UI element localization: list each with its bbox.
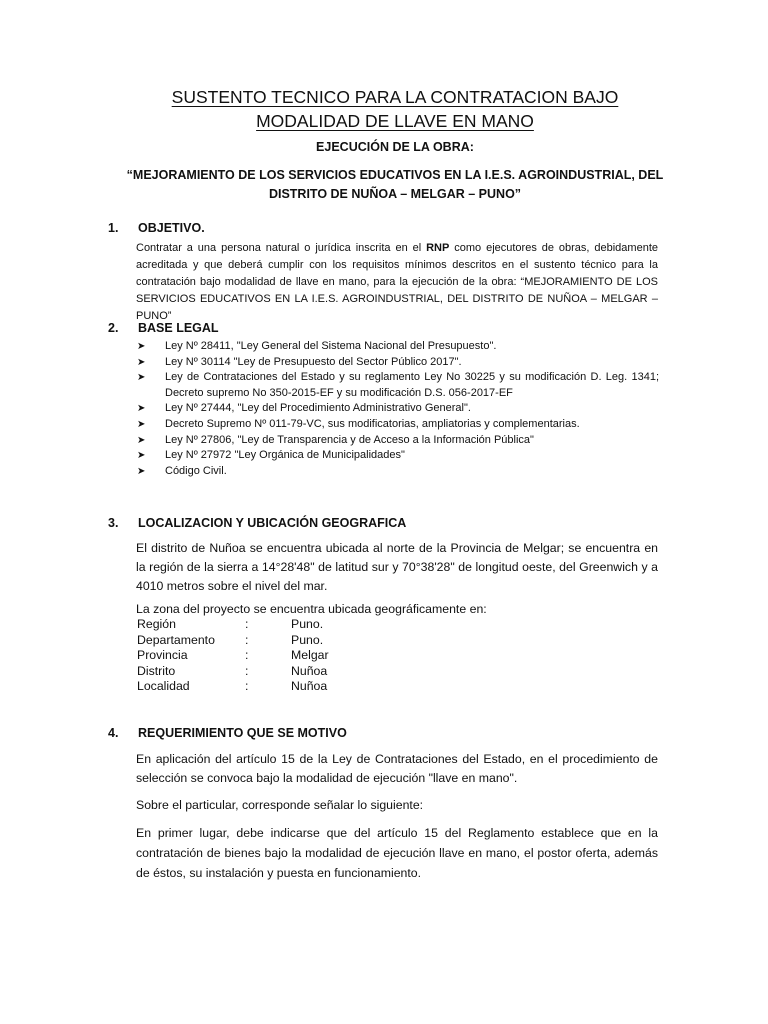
section-1-heading (108, 221, 205, 235)
section-3-intro: La zona del proyecto se encuentra ubicada geográficamente en: (136, 602, 487, 616)
section-title: REQUERIMIENTO QUE SE MOTIVO (138, 726, 347, 740)
location-value: Nuñoa (291, 679, 328, 694)
document-subtitle: EJECUCIÓN DE LA OBRA: (316, 140, 474, 154)
rnp-bold: RNP (426, 242, 450, 254)
location-key: Provincia (137, 648, 188, 663)
location-sep: : (245, 679, 249, 694)
list-item-text: Ley Nº 30114 "Ley de Presupuesto del Sector Público 2017". (165, 355, 462, 368)
table-row (137, 648, 329, 664)
arrow-bullet-icon: ➤ (137, 450, 146, 462)
list-item (137, 339, 659, 355)
location-sep: : (245, 663, 249, 678)
list-item-text: Ley Nº 27972 "Ley Orgánica de Municipalidades" (165, 449, 405, 462)
list-item (137, 448, 659, 464)
arrow-bullet-icon: ➤ (137, 418, 146, 430)
location-sep: : (245, 617, 249, 631)
list-item (137, 433, 659, 449)
location-value: Puno. (291, 632, 324, 647)
section-number: 2. (108, 321, 119, 335)
text-run: Contratar a una persona natural o jurídica inscrita en el (136, 242, 427, 254)
legal-basis-list (137, 339, 659, 479)
arrow-bullet-icon: ➤ (137, 341, 146, 352)
list-item-text: Ley de Contrataciones del Estado y su reglamento Ley No 30225 y su modificación D. Leg. 1341; Decreto supremo No 350-2015-EF y su modificación D.S. 056-2017-EF (165, 371, 659, 399)
location-key: Departamento (137, 632, 215, 647)
list-item-text: Ley Nº 28411, "Ley General del Sistema Nacional del Presupuesto". (165, 340, 497, 352)
list-item (137, 464, 659, 480)
list-item-text: Código Civil. (165, 464, 227, 477)
section-4-paragraph-1: En aplicación del artículo 15 de la Ley de Contrataciones del Estado, en el procedimiento de selección se convoca bajo la modalidad de ejecución "llave en mano". (136, 752, 658, 785)
list-item-text: Decreto Supremo Nº 011-79-VC, sus modificatorias, ampliatorias y complementarias. (165, 417, 580, 430)
location-value: Melgar (291, 648, 329, 663)
list-item (137, 355, 659, 371)
list-item (137, 417, 659, 433)
section-number: 3. (108, 516, 119, 530)
list-item-text: Ley Nº 27444, "Ley del Procedimiento Administrativo General". (165, 402, 471, 415)
arrow-bullet-icon: ➤ (137, 434, 146, 446)
section-title: OBJETIVO. (138, 221, 205, 235)
list-item-text: Ley Nº 27806, "Ley de Transparencia y de Acceso a la Información Pública" (165, 433, 534, 446)
location-key: Región (137, 617, 176, 631)
section-1-paragraph (136, 240, 658, 325)
arrow-bullet-icon: ➤ (137, 465, 146, 477)
location-key: Localidad (137, 679, 190, 694)
table-row (137, 679, 329, 695)
location-value: Puno. (291, 617, 324, 631)
arrow-bullet-icon: ➤ (137, 356, 146, 368)
section-3-paragraph: El distrito de Nuñoa se encuentra ubicada al norte de la Provincia de Melgar; se encuentra en la región de la sierra a 14°28'48" de latitud sur y 70°38'28" de longitud oeste, del Greenwich y a 4010 metros sobre el nivel del mar. (136, 541, 658, 593)
section-number: 4. (108, 726, 119, 740)
text-run: como ejecutores de obras, debidamente acreditada y que deberá cumplir con los requisitos mínimos descritos en el sustento técnico para la contratación bajo modalidad de llave en mano, para la ejecución de la obra: “MEJORAMIENTO DE LOS SERVICIOS EDUCATIVOS EN LA I.E.S. AGROINDUSTRIAL, DEL DISTRITO DE NUÑOA – MELGAR – PUNO” (136, 242, 658, 322)
location-key: Distrito (137, 663, 176, 678)
section-4-paragraph-3: En primer lugar, debe indicarse que del artículo 15 del Reglamento establece que en la contratación de bienes bajo la modalidad de ejecución llave en mano, el postor oferta, además de éstos, su instalación y puesta en funcionamiento. (136, 826, 658, 880)
location-value: Nuñoa (291, 663, 328, 678)
arrow-bullet-icon: ➤ (137, 403, 146, 415)
location-sep: : (245, 632, 249, 647)
section-title: BASE LEGAL (138, 321, 219, 335)
section-4-heading (108, 726, 347, 740)
arrow-bullet-icon: ➤ (137, 372, 146, 384)
list-item (137, 370, 659, 401)
table-row (137, 633, 329, 649)
section-number: 1. (108, 221, 119, 235)
section-3-heading (108, 516, 406, 530)
obra-name: “MEJORAMIENTO DE LOS SERVICIOS EDUCATIVOS EN LA I.E.S. AGROINDUSTRIAL, DEL DISTRITO DE NUÑOA – MELGAR – PUNO” (126, 168, 664, 201)
document-title: SUSTENTO TECNICO PARA LA CONTRATACION BAJO MODALIDAD DE LLAVE EN MANO (171, 87, 619, 131)
location-table (137, 617, 329, 695)
section-title: LOCALIZACION Y UBICACIÓN GEOGRAFICA (138, 516, 407, 530)
section-4-paragraph-2: Sobre el particular, corresponde señalar lo siguiente: (136, 798, 424, 812)
table-row (137, 664, 329, 680)
list-item (137, 401, 659, 417)
section-2-heading (108, 321, 219, 335)
table-row (137, 617, 329, 633)
location-sep: : (245, 648, 249, 663)
